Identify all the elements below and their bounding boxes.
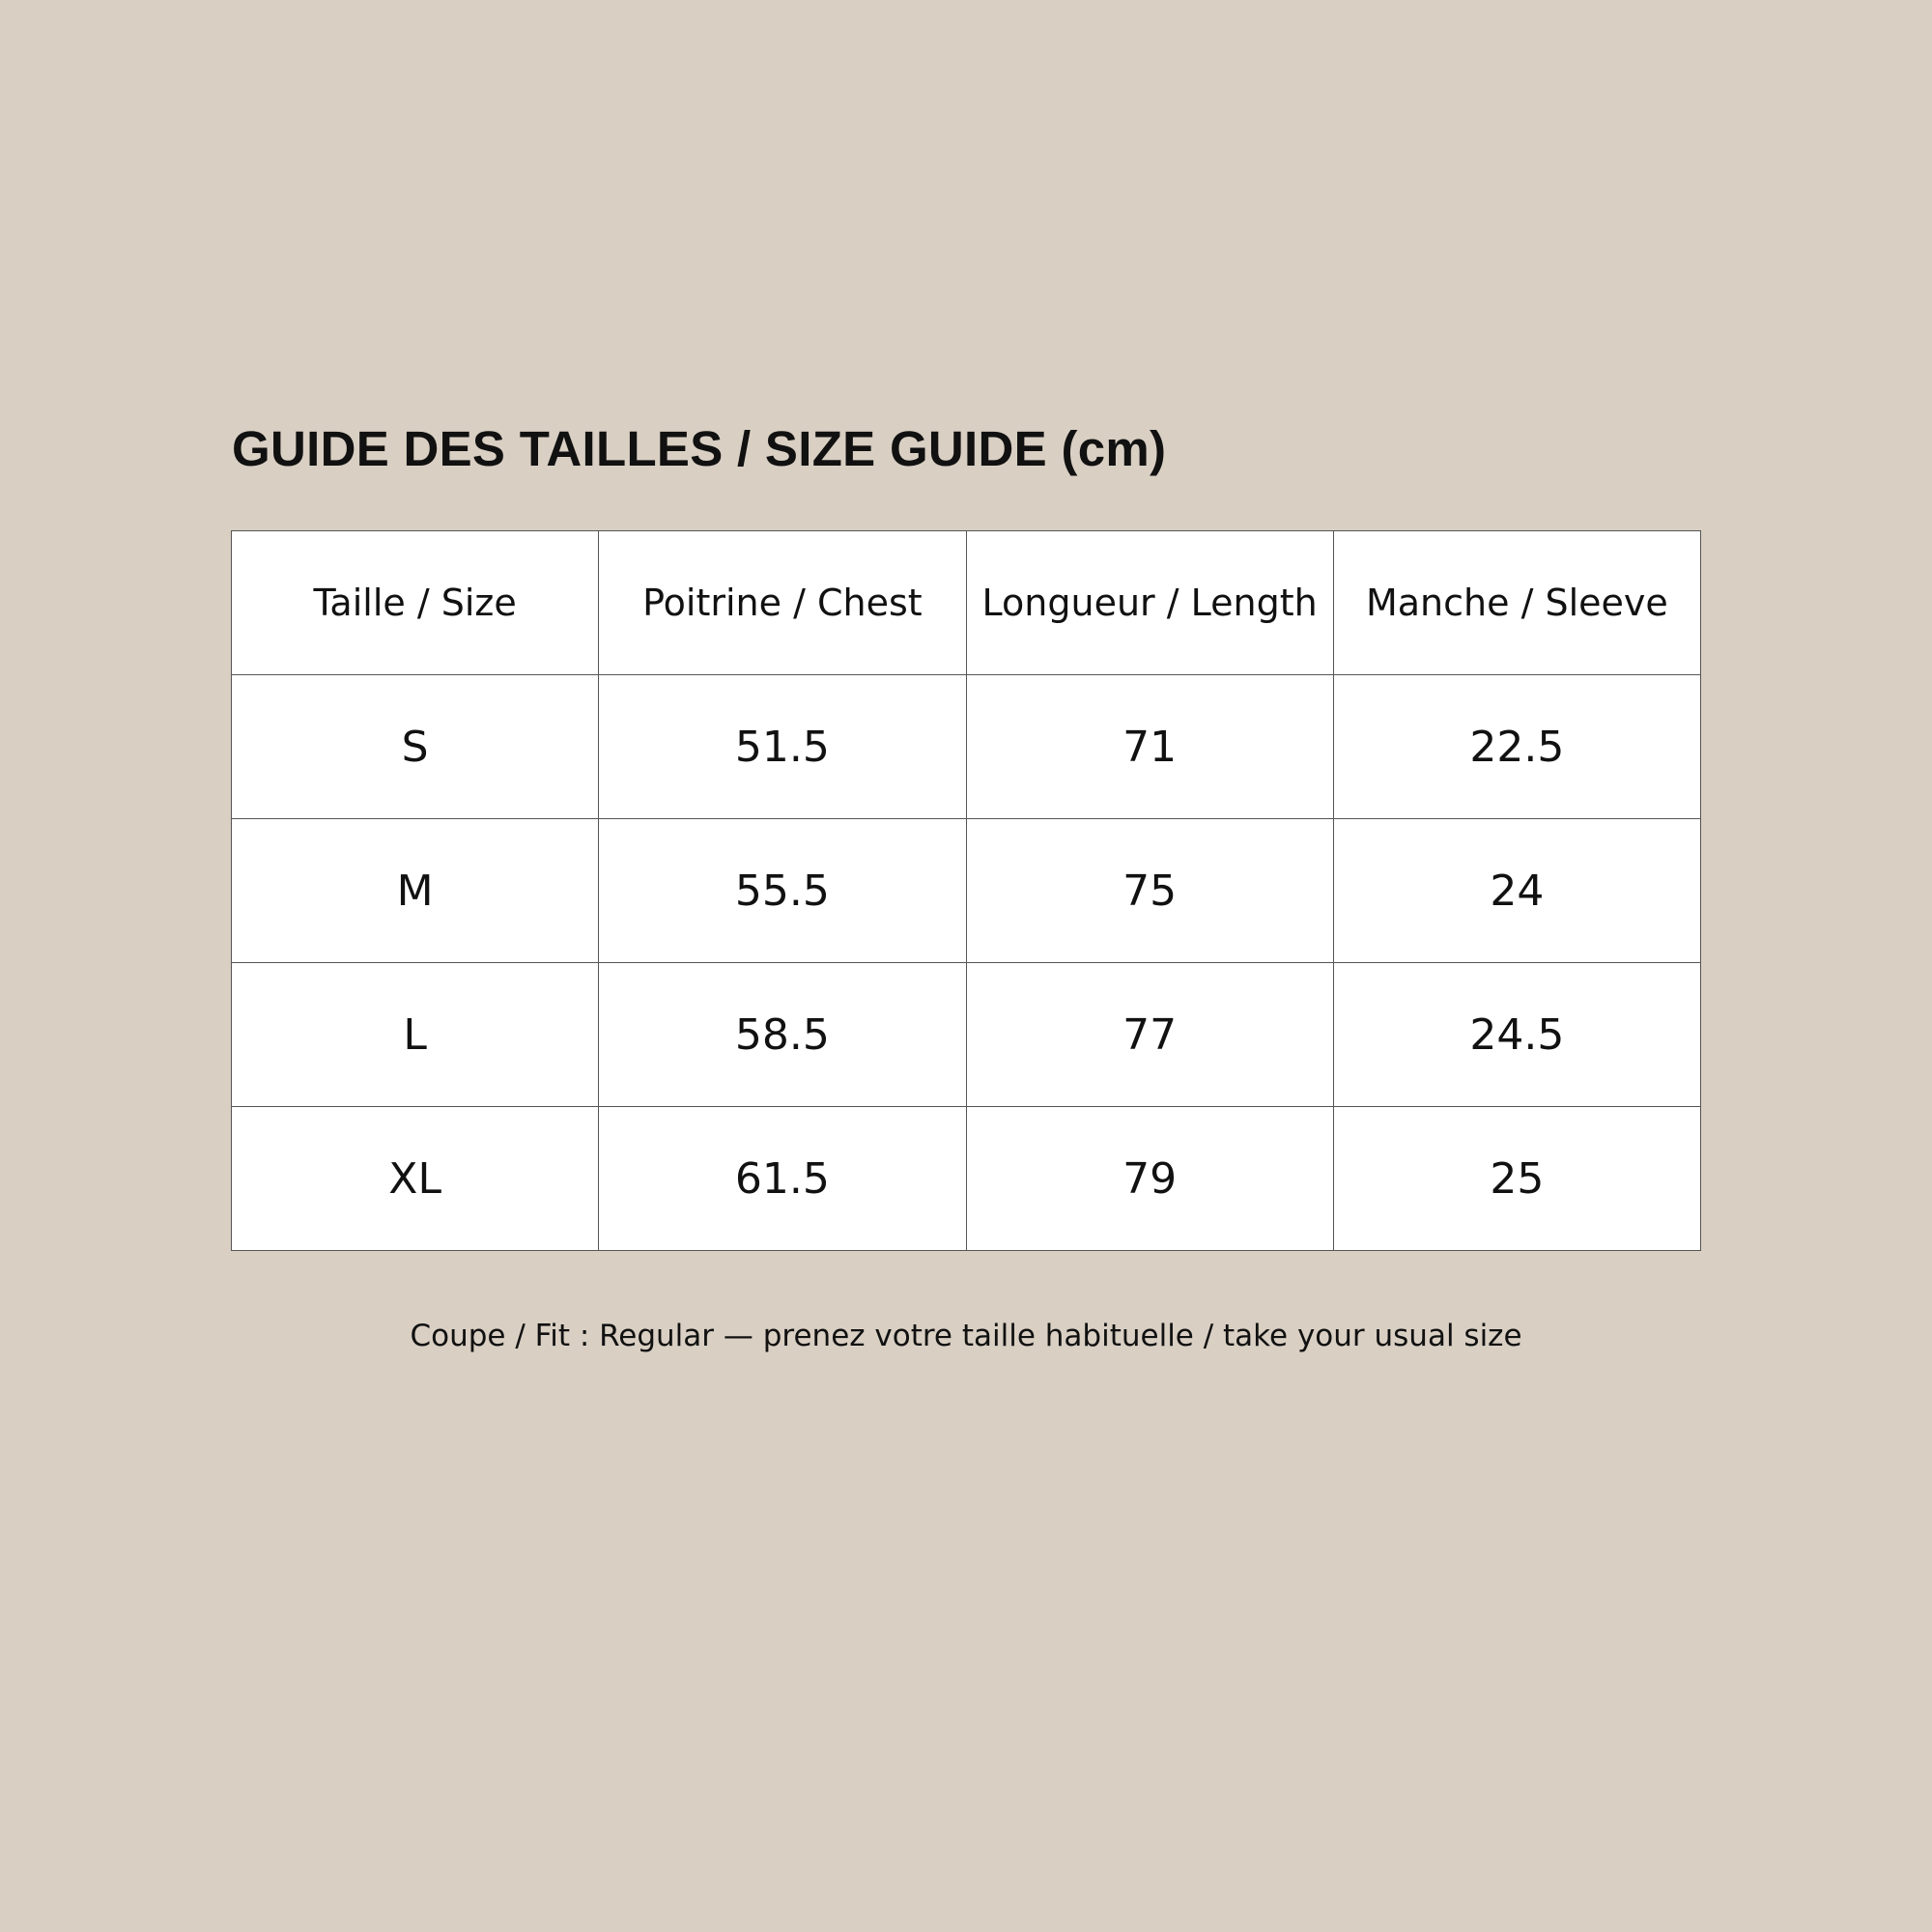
cell-size: L	[232, 963, 599, 1107]
cell-chest: 61.5	[599, 1107, 966, 1251]
cell-length: 79	[966, 1107, 1333, 1251]
size-guide-table	[231, 530, 1701, 1251]
table-row	[232, 819, 1701, 963]
cell-chest: 55.5	[599, 819, 966, 963]
cell-chest: 51.5	[599, 675, 966, 819]
table-row	[232, 675, 1701, 819]
cell-sleeve: 22.5	[1333, 675, 1700, 819]
table-row	[232, 963, 1701, 1107]
header-sleeve: Manche / Sleeve	[1333, 531, 1700, 675]
cell-size: S	[232, 675, 599, 819]
page-title: GUIDE DES TAILLES / SIZE GUIDE (cm)	[232, 421, 1167, 476]
cell-sleeve: 25	[1333, 1107, 1700, 1251]
header-size: Taille / Size	[232, 531, 599, 675]
header-chest: Poitrine / Chest	[599, 531, 966, 675]
cell-size: M	[232, 819, 599, 963]
cell-length: 71	[966, 675, 1333, 819]
cell-length: 77	[966, 963, 1333, 1107]
table-row	[232, 1107, 1701, 1251]
cell-size: XL	[232, 1107, 599, 1251]
cell-sleeve: 24.5	[1333, 963, 1700, 1107]
table-header-row	[232, 531, 1701, 675]
cell-sleeve: 24	[1333, 819, 1700, 963]
cell-chest: 58.5	[599, 963, 966, 1107]
cell-length: 75	[966, 819, 1333, 963]
header-length: Longueur / Length	[966, 531, 1333, 675]
fit-note: Coupe / Fit : Regular — prenez votre taille habituelle / take your usual size	[410, 1319, 1522, 1353]
